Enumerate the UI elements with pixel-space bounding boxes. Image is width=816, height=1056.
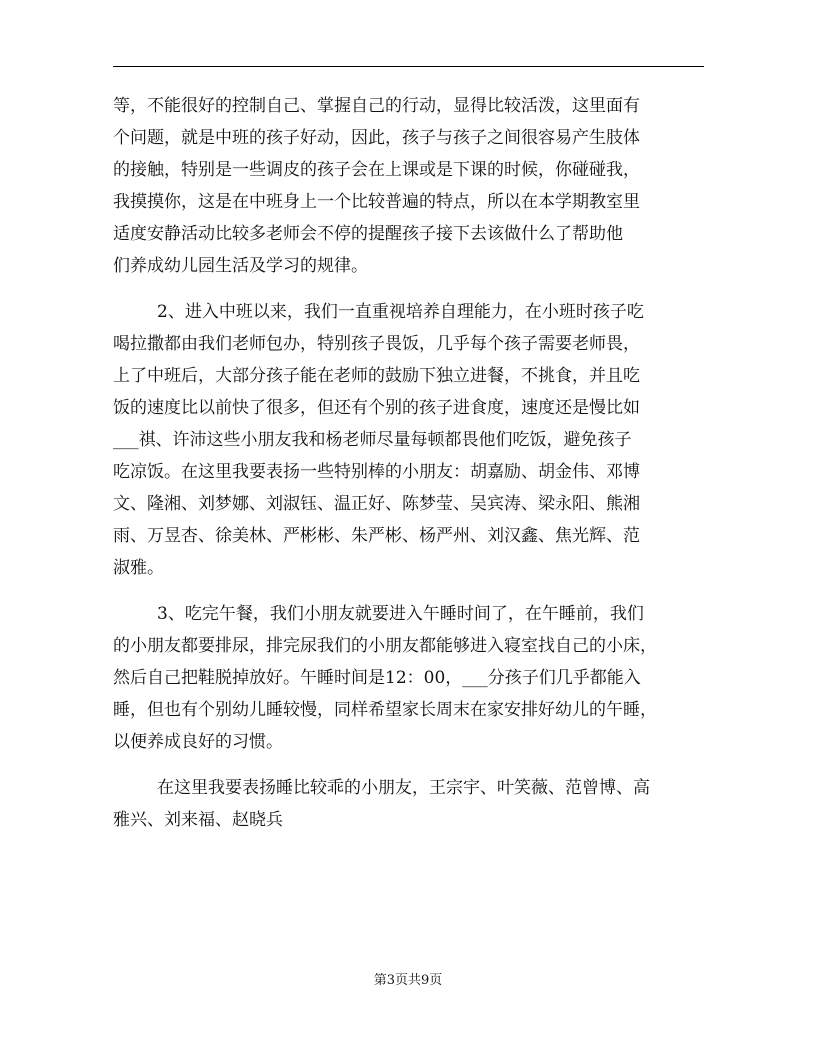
paragraph-gap — [113, 584, 713, 598]
text-line: 喝拉撒都由我们老师包办，特别孩子畏饭，几乎每个孩子需要老师畏， — [113, 334, 640, 354]
text-line: 们养成幼儿园生活及学习的规律。 — [113, 256, 368, 276]
text-line: 然后自己把鞋脱掉放好。午睡时间是12：00，___分孩子们几乎都能入 — [113, 668, 641, 688]
text-line: 适度安静活动比较多老师会不停的提醒孩子接下去该做什么了帮助他 — [113, 224, 623, 244]
text-line: 吃凉饭。在这里我要表扬一些特别棒的小朋友：胡嘉励、胡金伟、邓博 — [113, 462, 640, 482]
paragraph-1 — [113, 90, 713, 282]
text-line: 在这里我要表扬睡比较乖的小朋友，王宗宇、叶笑薇、范曾博、高 — [157, 778, 650, 798]
text-line: 2、进入中班以来，我们一直重视培养自理能力，在小班时孩子吃 — [157, 302, 644, 322]
text-line: 淑雅。 — [113, 558, 164, 578]
paragraph-gap — [113, 758, 713, 772]
text-line: 雅兴、刘来福、赵晓兵 — [113, 810, 283, 830]
paragraph-3 — [113, 598, 713, 758]
text-line: 睡，但也有个别幼儿睡较慢，同样希望家长周末在家安排好幼儿的午睡， — [113, 700, 657, 720]
text-line: 文、隆湘、刘梦娜、刘淑钰、温正好、陈梦莹、吴宾涛、梁永阳、熊湘 — [113, 494, 640, 514]
text-line: 个问题，就是中班的孩子好动，因此，孩子与孩子之间很容易产生肢体 — [113, 128, 640, 148]
header-rule — [113, 66, 704, 67]
text-line: 以便养成良好的习惯。 — [113, 732, 283, 752]
document-body — [113, 90, 713, 836]
page-number: 第3页共9页 — [373, 973, 443, 988]
text-line: ___祺、许沛这些小朋友我和杨老师尽量每顿都畏他们吃饭，避免孩子 — [113, 430, 632, 450]
text-line: 饭的速度比以前快了很多，但还有个别的孩子进食度，速度还是慢比如 — [113, 398, 640, 418]
text-line: 的接触，特别是一些调皮的孩子会在上课或是下课的时候，你碰碰我， — [113, 160, 640, 180]
text-line: 雨、万昱杏、徐美林、严彬彬、朱严彬、杨严州、刘汉鑫、焦光辉、范 — [113, 526, 640, 546]
text-line: 的小朋友都要排尿，排完尿我们的小朋友都能够进入寝室找自己的小床， — [113, 636, 657, 656]
text-line: 等，不能很好的控制自己、掌握自己的行动，显得比较活泼，这里面有 — [113, 96, 640, 116]
paragraph-2 — [113, 296, 713, 584]
text-line: 上了中班后，大部分孩子能在老师的鼓励下独立进餐，不挑食，并且吃 — [113, 366, 640, 386]
paragraph-gap — [113, 282, 713, 296]
text-line: 3、吃完午餐，我们小朋友就要进入午睡时间了，在午睡前，我们 — [157, 604, 644, 624]
text-line: 我摸摸你，这是在中班身上一个比较普遍的特点，所以在本学期教室里 — [113, 192, 640, 212]
paragraph-4 — [113, 772, 713, 836]
